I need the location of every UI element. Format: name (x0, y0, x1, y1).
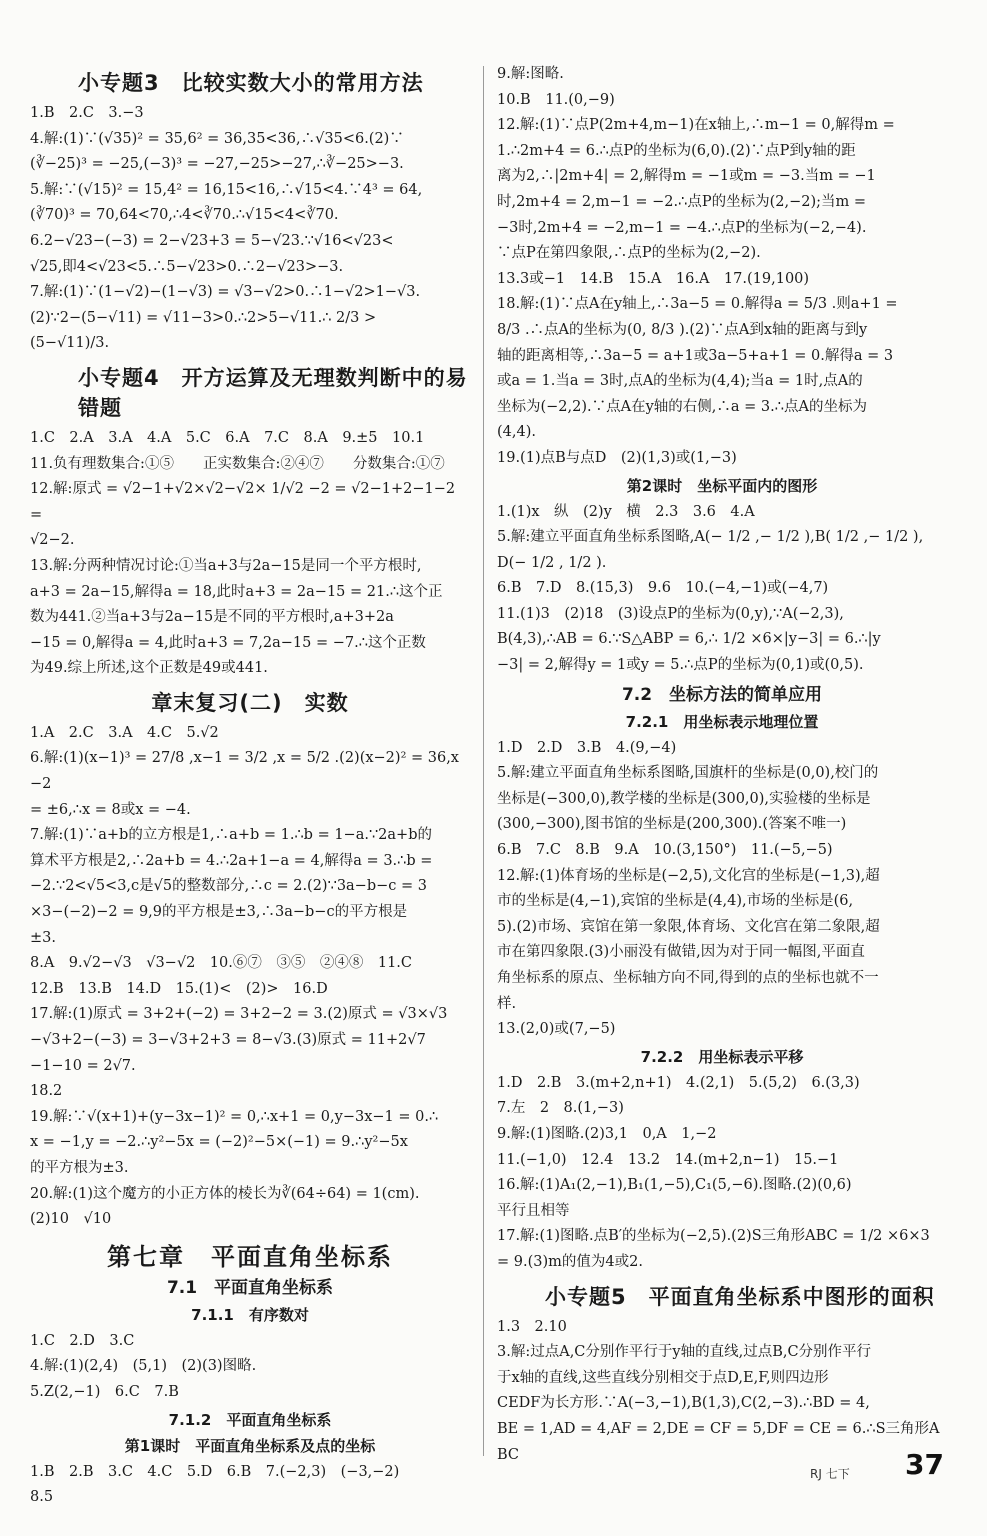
section-heading: 小专题5 平面直角坐标系中图形的面积 (545, 1284, 935, 1309)
answer-line: CEDF为长方形.∵A(−3,−1),B(1,3),C(2,−3).∴BD = 4, (497, 1395, 870, 1412)
answer-line: √2−2. (30, 532, 75, 549)
answer-line: 9.解:(1)图略.(2)3,1 0,A 1,−2 (497, 1125, 717, 1142)
answer-line: 1.B 2.B 3.C 4.C 5.D 6.B 7.(−2,3) (−3,−2) (30, 1463, 400, 1480)
lesson-heading: 7.1.2 平面直角坐标系 (168, 1410, 332, 1429)
answer-line: 市在第四象限.(3)小丽没有做错,因为对于同一幅图,平面直 (497, 944, 865, 961)
section-heading: 小专题3 比较实数大小的常用方法 (78, 71, 424, 95)
answer-line: 4.解:(1)(2,4) (5,1) (2)(3)图略. (30, 1358, 257, 1375)
answer-line: 6.B 7.D 8.(15,3) 9.6 10.(−4,−1)或(−4,7) (497, 580, 829, 597)
answer-line: 1.D 2.B 3.(m+2,n+1) 4.(2,1) 5.(5,2) 6.(3,3) (497, 1074, 860, 1091)
footer-label: RJ 七下 (810, 1467, 850, 1481)
answer-line: 离为2,∴|2m+4| = 2,解得m = −1或m = −3.当m = −1 (497, 168, 876, 185)
answer-line: 6.解:(1)(x−1)³ = 27/8 ,x−1 = 3/2 ,x = 5/2 .(2)(x−2)² = 36,x−2 (30, 750, 459, 793)
answer-line: 时,2m+4 = 2,m−1 = −2.∴点P的坐标为(2,−2);当m = (497, 193, 867, 210)
answer-line: 18.解:(1)∵点A在y轴上,∴3a−5 = 0.解得a = 5/3 .则a+1 = (497, 296, 898, 313)
answer-line: ±3. (30, 929, 56, 946)
subsection-heading: 7.2 坐标方法的简单应用 (621, 684, 823, 705)
answer-line: 平行且相等 (497, 1202, 570, 1219)
right-column (497, 62, 947, 1468)
answer-line: 5.Z(2,−1) 6.C 7.B (30, 1383, 179, 1400)
answer-line: a+3 = 2a−15,解得a = 18,此时a+3 = 2a−15 = 21.∴这个正 (30, 583, 443, 600)
answer-line: −√3+2−(−3) = 3−√3+2+3 = 8−√3.(3)原式 = 11+2√7 (30, 1032, 426, 1048)
section-heading: 章末复习(二) 实数 (151, 690, 349, 715)
answer-line: 12.B 13.B 14.D 15.(1)< (2)> 16.D (30, 980, 328, 997)
answer-line: (2)10 √10 (30, 1211, 112, 1228)
answer-line: 12.解:(1)∵点P(2m+4,m−1)在x轴上,∴m−1 = 0,解得m = (497, 117, 895, 134)
answer-line: 5).(2)市场、宾馆在第一象限,体育场、文化宫在第二象限,超 (497, 918, 880, 935)
answer-line: 1.C 2.A 3.A 4.A 5.C 6.A 7.C 8.A 9.±5 10.1 (30, 429, 425, 446)
answer-line: 17.解:(1)图略.点B′的坐标为(−2,5).(2)S三角形ABC = 1/2 ×6×3 (497, 1228, 930, 1245)
answer-line: −3| = 2,解得y = 1或y = 5.∴点P的坐标为(0,1)或(0,5). (497, 657, 864, 674)
answer-line: ×3−(−2)−2 = 9,9的平方根是±3,∴3a−b−c的平方根是 (30, 904, 408, 921)
answer-line: 1.3 2.10 (497, 1318, 567, 1335)
answer-line: 13.解:分两种情况讨论:①当a+3与2a−15是同一个平方根时, (30, 557, 422, 574)
answer-line: (4,4). (497, 424, 536, 441)
answer-line: 轴的距离相等,∴3a−5 = a+1或3a−5+a+1 = 0.解得a = 3 (497, 347, 894, 364)
answer-line: 13.(2,0)或(7,−5) (497, 1021, 616, 1038)
answer-line: 5.解:建立平面直角坐标系图略,A(− 1/2 ,− 1/2 ),B( 1/2 ,− 1/2 ), (497, 529, 924, 546)
answer-line: 4.解:(1)∵(√35)² = 35,6² = 36,35<36,∴√35<6.(2)∵ (30, 130, 404, 147)
answer-line: 1.∴2m+4 = 6.∴点P的坐标为(6,0).(2)∵点P到y轴的距 (497, 142, 856, 159)
answer-line: 角坐标系的原点、坐标轴方向不同,得到的点的坐标也就不一 (497, 970, 879, 986)
subsection-heading: 7.1 平面直角坐标系 (166, 1277, 334, 1298)
answer-line: −15 = 0,解得a = 4,此时a+3 = 7,2a−15 = −7.∴这个正数 (30, 634, 426, 651)
chapter-heading: 第七章 平面直角坐标系 (107, 1242, 393, 1271)
answer-line: D(− 1/2 , 1/2 ). (497, 554, 607, 571)
answer-line: 市的坐标是(4,−1),宾馆的坐标是(4,4),市场的坐标是(6, (497, 893, 854, 910)
answer-line: 数为441.②当a+3与2a−15是不同的平方根时,a+3+2a (30, 609, 394, 626)
answer-line: 13.3或−1 14.B 15.A 16.A 17.(19,100) (497, 270, 810, 287)
answer-line: 12.解:原式 = √2−1+√2×√2−√2× 1/√2 −2 = √2−1+2−1−2 = (30, 481, 460, 523)
answer-line: 1.C 2.D 3.C (30, 1332, 135, 1349)
section-heading: 小专题4 开方运算及无理数判断中的易错题 (78, 365, 468, 420)
column-divider (483, 66, 484, 1456)
answer-line: 5.解:∵(√15)² = 15,4² = 16,15<16,∴√15<4.∵4³ = 64, (30, 181, 423, 198)
answer-line: 8.5 (30, 1489, 54, 1506)
answer-line: 的平方根为±3. (30, 1159, 129, 1176)
answer-line: −3时,2m+4 = −2,m−1 = −4.∴点P的坐标为(−2,−4). (497, 219, 867, 236)
answer-line: 18.2 (30, 1083, 63, 1100)
answer-line: 17.解:(1)原式 = 3+2+(−2) = 3+2−2 = 3.(2)原式 = √3×√3 (30, 1006, 448, 1023)
answer-line: −1−10 = 2√7. (30, 1057, 136, 1074)
answer-line: 19.(1)点B与点D (2)(1,3)或(1,−3) (497, 449, 737, 466)
answer-line: 7.解:(1)∵(1−√2)−(1−√3) = √3−√2>0.∴1−√2>1−√3. (30, 284, 421, 301)
answer-line: 为49.综上所述,这个正数是49或441. (30, 660, 268, 677)
answer-line: 12.解:(1)体育场的坐标是(−2,5),文化宫的坐标是(−1,3),超 (497, 867, 880, 884)
answer-line: 7.解:(1)∵a+b的立方根是1,∴a+b = 1.∴b = 1−a.∵2a+b的 (30, 827, 432, 844)
answer-line: B(4,3),∴AB = 6.∵S△ABP = 6,∴ 1/2 ×6×|y−3| = 6.∴|y (497, 631, 881, 648)
answer-line: 6.B 7.C 8.B 9.A 10.(3,150°) 11.(−5,−5) (497, 842, 833, 859)
answer-line: 1.(1)x 纵 (2)y 横 2.3 3.6 4.A (497, 503, 755, 520)
answer-line: 10.B 11.(0,−9) (497, 91, 615, 108)
answer-line: 11.负有理数集合:①⑤ 正实数集合:②④⑦ 分数集合:①⑦ (30, 455, 445, 472)
page-number: 37 (905, 1448, 944, 1481)
answer-line: (5−√11)/3. (30, 335, 110, 352)
answer-line: 16.解:(1)A₁(2,−1),B₁(1,−5),C₁(5,−6).图略.(2)(0,6) (497, 1177, 852, 1194)
answer-line: 11.(1)3 (2)18 (3)设点P的坐标为(0,y),∵A(−2,3), (497, 605, 844, 622)
answer-line: BE = 1,AD = 4,AF = 2,DE = CF = 5,DF = CE = 6.∴S三角形ABC (497, 1420, 940, 1463)
answer-line: 19.解:∵√(x+1)+(y−3x−1)² = 0,∴x+1 = 0,y−3x−1 = 0.∴ (30, 1108, 439, 1125)
answer-line: = ±6,∴x = 8或x = −4. (30, 801, 191, 818)
lesson-heading: 第1课时 平面直角坐标系及点的坐标 (124, 1436, 376, 1455)
answer-line: 坐标是(−300,0),教学楼的坐标是(300,0),实验楼的坐标是 (497, 790, 871, 807)
answer-line: 11.(−1,0) 12.4 13.2 14.(m+2,n−1) 15.−1 (497, 1151, 839, 1168)
answer-line: 20.解:(1)这个魔方的小正方体的棱长为∛(64÷64) = 1(cm). (30, 1185, 420, 1202)
answer-line: 样. (497, 995, 517, 1012)
answer-line: 1.A 2.C 3.A 4.C 5.√2 (30, 724, 219, 741)
answer-line: 1.B 2.C 3.−3 (30, 105, 144, 121)
answer-line: x = −1,y = −2.∴y²−5x = (−2)²−5×(−1) = 9.∴y²−5x (30, 1134, 408, 1151)
answer-line: −2.∵2<√5<3,c是√5的整数部分,∴c = 2.(2)∵3a−b−c = 3 (30, 878, 427, 895)
answer-line: 5.解:建立平面直角坐标系图略,国旗杆的坐标是(0,0),校门的 (497, 765, 879, 782)
answer-line: 或a = 1.当a = 3时,点A的坐标为(4,4);当a = 1时,点A的 (497, 373, 863, 390)
answer-line: 坐标为(−2,2).∵点A在y轴的右侧,∴a = 3.∴点A的坐标为 (497, 398, 867, 415)
answer-line: 算术平方根是2,∴2a+b = 4.∴2a+1−a = 4,解得a = 3.∴b = (30, 852, 433, 869)
answer-line: 3.解:过点A,C分别作平行于y轴的直线,过点B,C分别作平行 (497, 1344, 872, 1361)
answer-line: 9.解:图略. (497, 66, 564, 82)
answer-line: 1.D 2.D 3.B 4.(9,−4) (497, 739, 677, 756)
answer-line: (∛−25)³ = −25,(−3)³ = −27,−25>−27,∴∛−25>−3. (30, 156, 404, 173)
answer-line: = 9.(3)m的值为4或2. (497, 1253, 643, 1270)
lesson-heading: 7.2.2 用坐标表示平移 (640, 1047, 804, 1066)
answer-line: 8.A 9.√2−√3 √3−√2 10.⑥⑦ ③⑤ ②④⑧ 11.C (30, 955, 413, 972)
answer-line: 8/3 .∴点A的坐标为(0, 8/3 ).(2)∵点A到x轴的距离与到y (497, 321, 868, 338)
answer-line: √25,即4<√23<5.∴5−√23>0.∴2−√23>−3. (30, 258, 344, 275)
lesson-heading: 第2课时 坐标平面内的图形 (626, 476, 818, 495)
answer-line: 于x轴的直线,这些直线分别相交于点D,E,F,则四边形 (497, 1369, 829, 1386)
answer-line: 7.左 2 8.(1,−3) (497, 1100, 624, 1117)
answer-line: (300,−300),图书馆的坐标是(200,300).(答案不唯一) (497, 816, 847, 833)
lesson-heading: 7.1.1 有序数对 (191, 1305, 309, 1324)
left-column (30, 62, 470, 1511)
answer-line: (∛70)³ = 70,64<70,∴4<∛70.∴√15<4<∛70. (30, 207, 339, 224)
answer-line: (2)∵2−(5−√11) = √11−3>0.∴2>5−√11.∴ 2/3 > (30, 309, 377, 326)
lesson-heading: 7.2.1 用坐标表示地理位置 (625, 712, 819, 731)
answer-line: 6.2−√23−(−3) = 2−√23+3 = 5−√23.∵√16<√23< (30, 232, 394, 249)
answer-line: ∵点P在第四象限,∴点P的坐标为(2,−2). (497, 245, 761, 262)
